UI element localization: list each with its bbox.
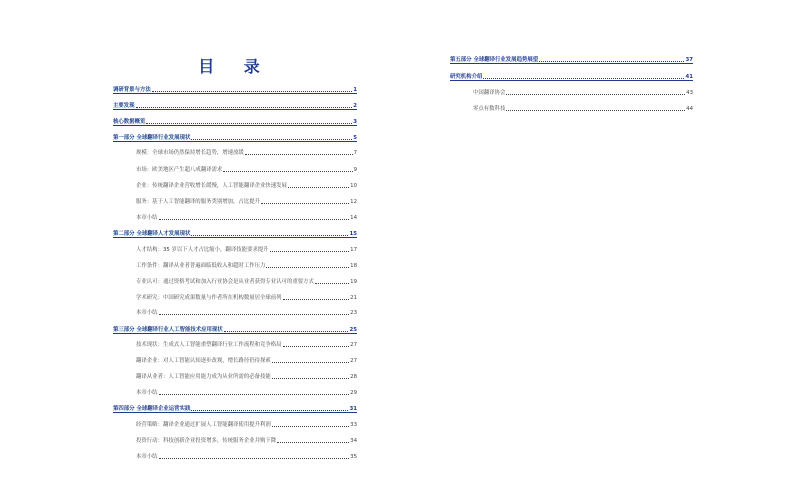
toc-entry-label: 规模：全球市场仍然保持增长趋势，增速放缓: [136, 150, 244, 156]
toc-entry-label: 翻译从业者：人工智能应用能力成为从业所需的必备技能: [136, 374, 271, 380]
toc-section-entry[interactable]: [113, 323, 357, 333]
dot-leader: [272, 362, 349, 363]
toc-page-number: 31: [349, 406, 357, 412]
toc-page-number: 29: [350, 390, 357, 396]
toc-entry-label: 投资行动：科技创新企业投资增多，传统服务企业并购下降: [136, 438, 277, 444]
dot-leader: [245, 154, 353, 155]
toc-section-entry[interactable]: [113, 115, 357, 125]
toc-entry-label: 中国翻译协会: [473, 90, 506, 96]
toc-page-number: 21: [350, 295, 357, 301]
toc-page-number: 9: [353, 167, 357, 173]
toc-sub-entry[interactable]: [136, 354, 357, 364]
toc-page-number: 25: [349, 327, 357, 333]
toc-section-entry[interactable]: [450, 53, 693, 63]
toc-entry-label: 市场：欧美地区产生超八成翻译需求: [136, 167, 223, 173]
toc-page-number: 1: [353, 87, 357, 93]
toc-entry-label: 专业认可：通过资格考试和加入行业协会是从业者获得专业认可的重要方式: [136, 279, 314, 285]
toc-sub-entry[interactable]: [136, 163, 357, 173]
dot-leader: [159, 394, 350, 395]
toc-page-number: 19: [350, 279, 357, 285]
toc-sub-entry[interactable]: [136, 418, 357, 428]
toc-entry-label: 第四部分 全球翻译企业运营实践: [113, 406, 191, 412]
toc-page-number: 27: [350, 342, 357, 348]
page-title: 目 录: [198, 57, 272, 76]
toc-sub-entry[interactable]: [136, 275, 357, 285]
dot-leader: [483, 78, 684, 79]
toc-sub-entry[interactable]: [136, 338, 357, 348]
toc-entry-label: 学术研究：中国研究成果数量与作者所在机构数量居全球前列: [136, 295, 282, 301]
toc-entry-label: 调研背景与方法: [113, 87, 151, 93]
toc-entry-label: 核心数据概览: [113, 119, 146, 125]
toc-section-entry[interactable]: [113, 227, 357, 237]
dot-leader: [272, 378, 349, 379]
toc-page-number: 37: [685, 57, 693, 63]
dot-leader: [223, 171, 352, 172]
toc-sub-entry[interactable]: [136, 386, 357, 396]
toc-sub-entry[interactable]: [136, 434, 357, 444]
toc-page-number: 44: [686, 106, 693, 112]
toc-section-entry[interactable]: [450, 70, 693, 80]
toc-page-number: 14: [350, 215, 357, 221]
toc-entry-label: 第五部分 全球翻译行业发展趋势展望: [450, 57, 539, 63]
toc-section-entry[interactable]: [113, 131, 357, 141]
toc-entry-label: 服务：基于人工智能翻译的服务类别增加，占比提升: [136, 199, 260, 205]
toc-page-number: 15: [349, 231, 357, 237]
toc-sub-entry[interactable]: [136, 370, 357, 380]
dot-leader: [191, 410, 348, 411]
toc-page-number: 12: [350, 199, 357, 205]
dot-leader: [283, 299, 350, 300]
toc-section-entry[interactable]: [113, 83, 357, 93]
toc-sub-entry[interactable]: [136, 259, 357, 269]
toc-page-number: 41: [685, 74, 693, 80]
dot-leader: [266, 267, 349, 268]
toc-sub-entry[interactable]: [136, 195, 357, 205]
toc-entry-label: 翻译企业：对人工智能认知逐步改观，增长路径仍待探索: [136, 358, 271, 364]
toc-entry-label: 研究机构介绍: [450, 74, 483, 80]
toc-entry-label: 主要发现: [113, 103, 135, 109]
toc-page-number: 3: [353, 119, 357, 125]
toc-sub-entry[interactable]: [136, 146, 357, 156]
dot-leader: [191, 139, 352, 140]
dot-leader: [539, 61, 684, 62]
dot-leader: [159, 458, 350, 459]
toc-page-number: 35: [350, 454, 357, 460]
dot-leader: [277, 442, 349, 443]
dot-leader: [506, 94, 685, 95]
toc-entry-label: 人才结构：35 岁以下人才占比缩小，翻译技能要求提升: [136, 247, 269, 253]
toc-entry-label: 本章小结: [136, 215, 158, 221]
dot-leader: [270, 251, 350, 252]
toc-entry-label: 技术现状：生成式人工智能重塑翻译行业工作流程和竞争格局: [136, 342, 282, 348]
toc-entry-label: 本章小结: [136, 454, 158, 460]
toc-sub-entry[interactable]: [136, 450, 357, 460]
toc-entry-label: 第一部分 全球翻译行业发展现状: [113, 135, 191, 141]
dot-leader: [159, 219, 350, 220]
toc-entry-label: 第二部分 全球翻译人才发展现状: [113, 231, 191, 237]
toc-entry-label: 第三部分 全球翻译行业人工智能技术应用现状: [113, 327, 223, 333]
toc-section-entry[interactable]: [113, 99, 357, 109]
toc-page-number: 33: [350, 422, 357, 428]
toc-sub-entry[interactable]: [473, 86, 693, 96]
dot-leader: [224, 331, 349, 332]
toc-page-number: 10: [350, 183, 357, 189]
dot-leader: [288, 187, 349, 188]
toc-page-number: 34: [350, 438, 357, 444]
toc-sub-entry[interactable]: [136, 306, 357, 316]
dot-leader: [272, 426, 349, 427]
toc-page-number: 5: [353, 135, 357, 141]
toc-page-number: 28: [350, 374, 357, 380]
toc-sub-entry[interactable]: [136, 179, 357, 189]
toc-sub-entry[interactable]: [136, 211, 357, 221]
toc-entry-label: 本章小结: [136, 390, 158, 396]
dot-leader: [261, 203, 349, 204]
toc-entry-label: 经营策略：翻译企业通过扩展人工智能翻译使用提升利润: [136, 422, 271, 428]
dot-leader: [136, 107, 353, 108]
dot-leader: [146, 123, 352, 124]
toc-section-entry[interactable]: [113, 402, 357, 412]
toc-page-number: 17: [350, 247, 357, 253]
dot-leader: [506, 110, 685, 111]
toc-sub-entry[interactable]: [136, 243, 357, 253]
dot-leader: [152, 91, 352, 92]
toc-entry-label: 企业：传统翻译企业营收增长缓慢，人工智能翻译企业快速发展: [136, 183, 287, 189]
toc-sub-entry[interactable]: [473, 102, 693, 112]
toc-entry-label: 零点有数科技: [473, 106, 506, 112]
dot-leader: [283, 346, 350, 347]
toc-entry-label: 本章小结: [136, 310, 158, 316]
toc-entry-label: 工作条件：翻译从业者普遍面临低收入和超时工作压力: [136, 263, 266, 269]
dot-leader: [315, 283, 349, 284]
toc-page-number: 7: [353, 150, 357, 156]
dot-leader: [191, 235, 348, 236]
toc-page-number: 2: [353, 103, 357, 109]
toc-page-number: 43: [686, 90, 693, 96]
toc-sub-entry[interactable]: [136, 291, 357, 301]
toc-page-number: 18: [350, 263, 357, 269]
toc-page-number: 23: [350, 310, 357, 316]
toc-page-number: 27: [350, 358, 357, 364]
dot-leader: [159, 314, 350, 315]
